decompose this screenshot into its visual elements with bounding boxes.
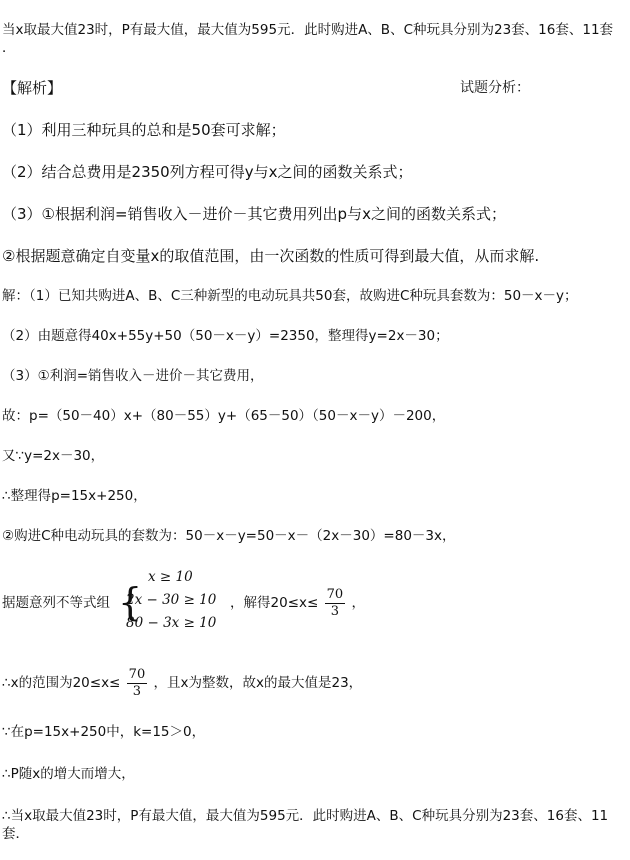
solution-line-10: ∵在p=15x+250中，k=15＞0， [2,724,206,740]
system-brace: { [118,580,143,624]
step-4: ②根据题意确定自变量x的取值范围，由一次函数的性质可得到最大值，从而求解. [2,247,540,265]
fraction-denominator-2: 3 [132,683,142,699]
step-1: （1）利用三种玩具的总和是50套可求解； [2,121,286,139]
inequality-2: 2x − 30 ≥ 10 [126,592,217,608]
inequality-result [230,586,365,620]
inequality-1: x ≥ 10 [148,569,193,585]
top-conclusion-line: 当x取最大值23时，P有最大值，最大值为595元．此时购进A、B、C种玩具分别为23套、16套、11套 [2,22,614,38]
inequality-intro [2,593,110,613]
inequality-pre-text: 据题意列不等式组 [2,595,110,611]
solution-line-6: ∴整理得p=15x+250， [2,488,147,504]
fraction-70-over-3 [325,587,346,620]
analysis-header: 【解析】 [2,79,63,97]
inequality-comma: ， [351,595,365,611]
inequality-3: 80 − 3x ≥ 10 [126,615,217,631]
solution-line-7: ②购进C种电动玩具的套数为：50－x－y=50－x－（2x－30）=80－3x， [2,528,456,544]
solution-line-5: 又∵y=2x－30， [2,448,105,464]
solution-line-4: 故：p=（50－40）x+（80－55）y+（65－50）（50－x－y）－200， [2,408,446,424]
solution-line-9 [2,666,362,700]
solution-line-3: （3）①利润=销售收入－进价－其它费用， [2,368,264,384]
solution-line-12-tail: 套． [2,826,29,842]
solution-line-11: ∴P随x的增大而增大， [2,766,135,782]
fraction-denominator: 3 [330,603,339,619]
fraction-numerator-2: 70 [128,666,146,682]
step-3: （3）①根据利润=销售收入－进价－其它费用列出p与x之间的函数关系式； [2,205,506,223]
solution-line-1: 解：（1）已知共购进A、B、C三种新型的电动玩具共50套，故购进C种玩具套数为：50－x－y； [2,288,578,304]
range-post-text: ，且x为整数，故x的最大值是23， [153,675,363,691]
inequality-system [126,566,216,635]
inequality-post-text: ，解得20≤x≤ [230,595,319,611]
range-pre-text: ∴x的范围为20≤x≤ [2,675,121,691]
solution-line-2: （2）由题意得40x+55y+50（50－x－y）=2350，整理得y=2x－30； [2,328,449,344]
fraction-70-over-3-range [127,667,148,700]
analysis-right-label: 试题分析： [460,80,530,96]
solution-line-12: ∴当x取最大值23时，P有最大值，最大值为595元．此时购进A、B、C种玩具分别为23套、16套、11 [2,808,609,824]
fraction-numerator: 70 [326,586,344,602]
step-2: （2）结合总费用是2350列方程可得y与x之间的函数关系式； [2,163,413,181]
top-conclusion-tail: ． [2,40,16,56]
